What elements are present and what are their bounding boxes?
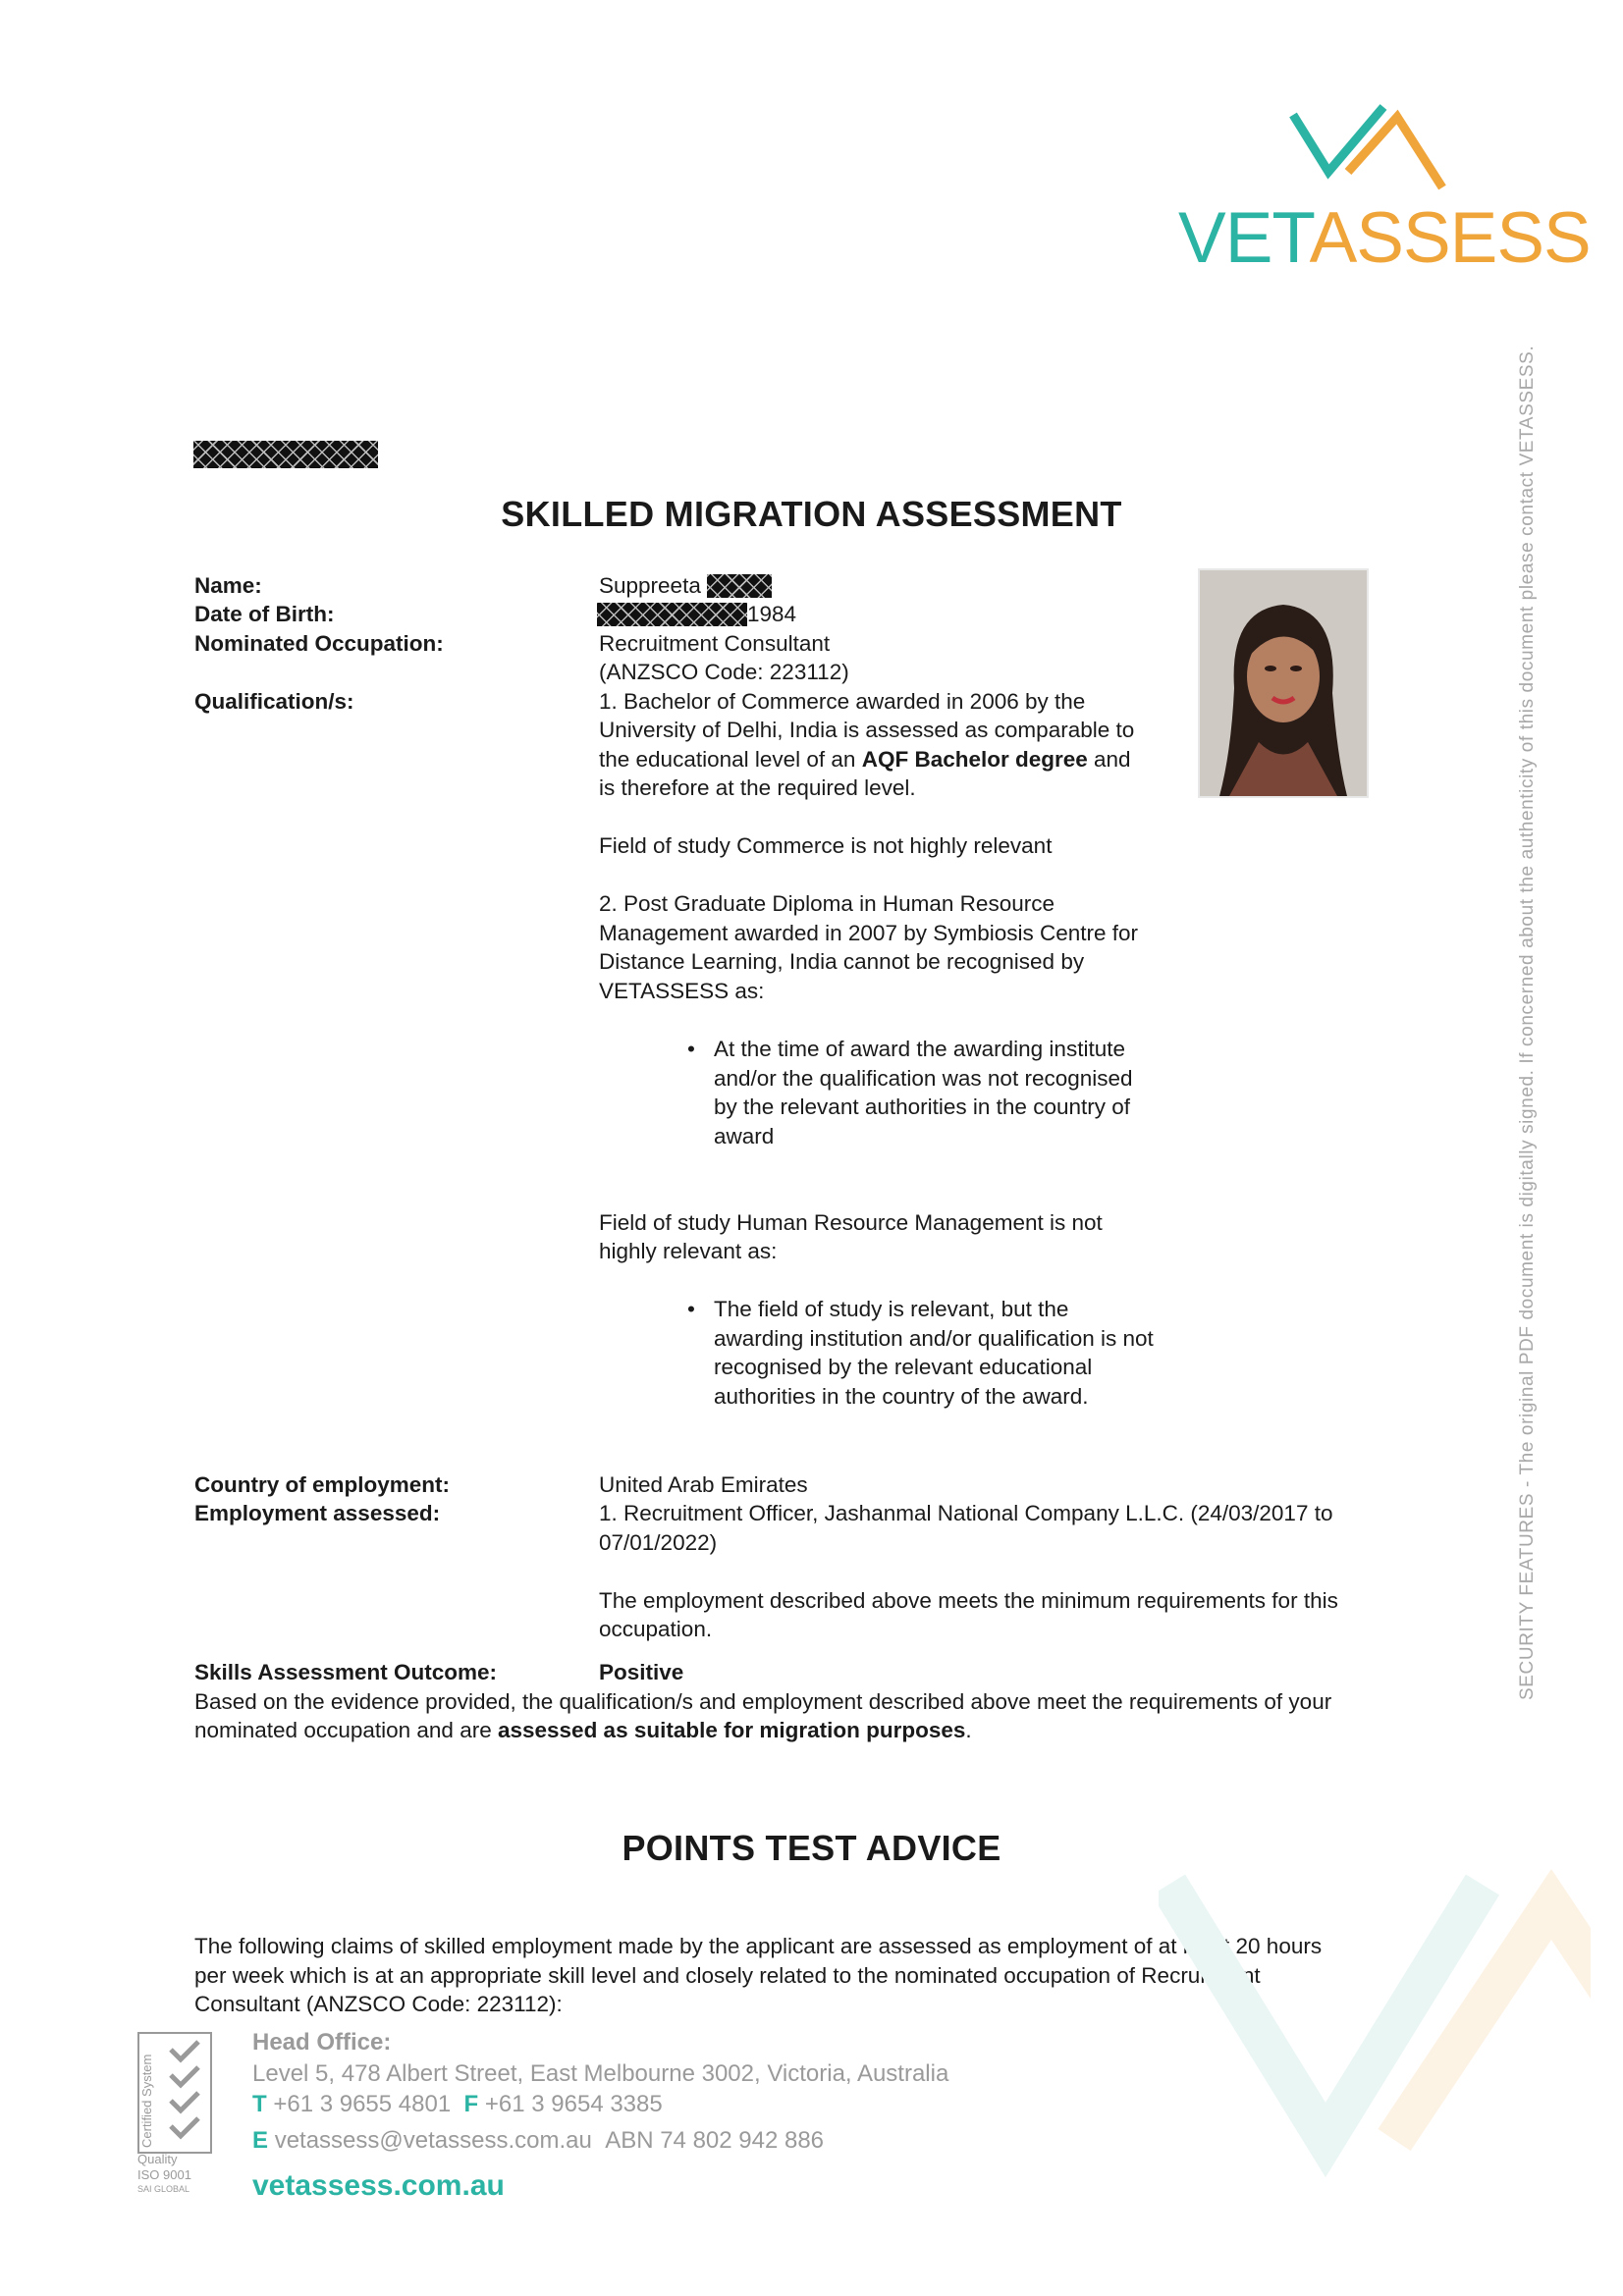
redacted-surname (707, 574, 772, 598)
bullet1-line4: award (714, 1123, 775, 1148)
qual2-line4: VETASSESS as: (599, 979, 765, 1003)
name-value (599, 571, 772, 601)
qualifications-label: Qualification/s: (194, 689, 354, 714)
employment-line2: 07/01/2022) (599, 1530, 718, 1555)
outcome-value: Positive (599, 1660, 684, 1684)
qual2-line3: Distance Learning, India cannot be recognised by (599, 949, 1085, 974)
outcome-line2-suffix: . (965, 1718, 972, 1742)
points-title: POINTS TEST ADVICE (622, 1828, 1001, 1868)
qual2-field-line2: highly relevant as: (599, 1239, 778, 1263)
occupation-code: (ANZSCO Code: 223112) (599, 660, 849, 684)
bullet-icon: • (687, 1297, 695, 1321)
country-label: Country of employment: (194, 1472, 451, 1497)
footer-email[interactable]: vetassess@vetassess.com.au (274, 2127, 592, 2154)
aqf-level: AQF Bachelor degree (861, 747, 1088, 772)
qual1-line3-suffix: and (1087, 747, 1131, 772)
outcome-line2-bold: assessed as suitable for migration purposes (497, 1718, 966, 1742)
points-line2: per week which is at an appropriate skill level and closely related to the nominated occupation of Recruitment (194, 1963, 1261, 1988)
redacted-reference (193, 441, 378, 468)
bullet2-line3: recognised by the relevant educational (714, 1355, 1093, 1379)
redacted-dob (597, 603, 747, 626)
points-line3: Consultant (ANZSCO Code: 223112): (194, 1992, 563, 2016)
applicant-photo (1198, 568, 1369, 798)
logo-wordmark (1178, 199, 1591, 278)
fax-prefix: F (463, 2091, 479, 2117)
cert-iso: ISO 9001 (137, 2167, 191, 2182)
outcome-label: Skills Assessment Outcome: (194, 1660, 498, 1684)
footer-phone: +61 3 9655 4801 (273, 2091, 452, 2117)
portrait-icon (1200, 570, 1367, 796)
dob-year: 1984 (747, 602, 797, 626)
logo-chevron-icon (1281, 93, 1468, 201)
employment-label: Employment assessed: (194, 1501, 441, 1525)
qual1-line3 (599, 745, 1131, 774)
bullet2-line2: awarding institution and/or qualification is not (714, 1325, 1154, 1351)
employment-note-line2: occupation. (599, 1617, 713, 1641)
bullet-icon: • (687, 1037, 695, 1061)
head-office-label: Head Office: (252, 2029, 392, 2056)
footer-email-line (252, 2127, 824, 2155)
employment-note-line1: The employment described above meets the minimum requirements for this (599, 1588, 1338, 1613)
qual2-field-line1: Field of study Human Resource Management is not (599, 1210, 1103, 1235)
footer-phone-line (252, 2091, 663, 2118)
watermark-chevron-icon (1159, 1845, 1591, 2238)
outcome-line2-prefix: nominated occupation and are (194, 1718, 498, 1742)
qual1-line4: is therefore at the required level. (599, 775, 916, 800)
iso-badge (137, 2032, 216, 2199)
footer-abn: ABN 74 802 942 886 (605, 2127, 825, 2154)
cert-quality: Quality (137, 2152, 178, 2166)
points-line1: The following claims of skilled employment made by the applicant are assessed as employment of at least 20 hours (194, 1934, 1323, 1958)
occupation-label: Nominated Occupation: (194, 631, 444, 656)
qual2-line2: Management awarded in 2007 by Symbiosis Centre for (599, 921, 1139, 945)
bullet2-line1: The field of study is relevant, but the (714, 1297, 1069, 1321)
qual1-field-of-study: Field of study Commerce is not highly relevant (599, 833, 1053, 858)
dob-value (597, 600, 796, 629)
cert-org: SAI GLOBAL (137, 2184, 190, 2194)
vetassess-logo (1173, 93, 1591, 280)
qual1-line1: 1. Bachelor of Commerce awarded in 2006 by the (599, 689, 1086, 714)
outcome-line2 (194, 1716, 972, 1745)
qual1-line2: University of Delhi, India is assessed as comparable to (599, 718, 1135, 742)
country-value: United Arab Emirates (599, 1472, 808, 1497)
cert-vertical-text: Certified System (139, 2054, 154, 2148)
qual1-line3-prefix: the educational level of an (599, 747, 862, 772)
employment-line1: 1. Recruitment Officer, Jashanmal National Company L.L.C. (24/03/2017 to (599, 1501, 1333, 1525)
occupation-value: Recruitment Consultant (599, 631, 831, 656)
bullet2-line4: authorities in the country of the award. (714, 1383, 1089, 1409)
document-title: SKILLED MIGRATION ASSESSMENT (501, 494, 1122, 534)
email-prefix: E (252, 2127, 269, 2154)
dob-label: Date of Birth: (194, 602, 335, 626)
outcome-line1: Based on the evidence provided, the qualification/s and employment described above meet the requirements of your (194, 1689, 1332, 1714)
logo-text-orange: ASSESS (1309, 198, 1591, 278)
logo-text-teal: VET (1178, 198, 1310, 278)
name-label: Name: (194, 573, 262, 598)
applicant-name: Suppreeta (599, 573, 701, 598)
bullet1-line3: by the relevant authorities in the country of (714, 1095, 1130, 1119)
security-notice: SECURITY FEATURES - The original PDF document is digitally signed. If concerned about the authenticity of this document please contact VETASSESS. (1517, 345, 1538, 1700)
bullet1-line2: and/or the qualification was not recognised (714, 1065, 1133, 1091)
checkmark-icon (165, 2038, 204, 2146)
qual2-line1: 2. Post Graduate Diploma in Human Resource (599, 891, 1055, 916)
footer-website[interactable]: vetassess.com.au (252, 2169, 505, 2202)
footer-address: Level 5, 478 Albert Street, East Melbourne 3002, Victoria, Australia (252, 2060, 949, 2087)
phone-prefix: T (252, 2091, 267, 2117)
qual2-bullet-2 (687, 1295, 1154, 1411)
qual2-bullet-1 (687, 1035, 1133, 1150)
footer-fax: +61 3 9654 3385 (484, 2091, 663, 2117)
bullet1-line1: At the time of award the awarding institute (714, 1037, 1125, 1061)
